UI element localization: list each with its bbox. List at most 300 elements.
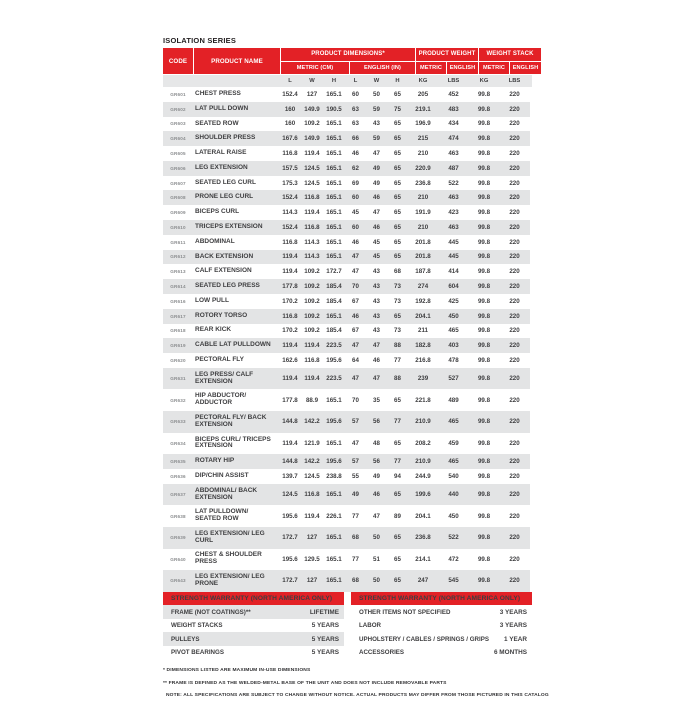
value-cell: 46 [366,190,387,205]
value-cell: 165.1 [323,131,345,146]
value-cell: 119.4 [279,433,301,455]
value-cell: 65 [387,205,408,220]
product-name-cell: LAT PULLDOWN/ SEATED ROW [193,505,279,527]
table-row [163,235,532,250]
table-row [163,205,532,220]
code-cell: GR609 [163,205,193,220]
code-cell: GR637 [163,484,193,506]
warranty-section [163,592,532,660]
warranty-value: 5 YEARS [311,649,339,656]
value-cell: 220 [499,279,530,294]
code-cell: GR638 [163,505,193,527]
value-cell: 187.8 [408,264,438,279]
value-cell: 43 [366,324,387,339]
value-cell: 165.1 [323,117,345,132]
value-cell: 65 [387,146,408,161]
value-cell: 65 [387,235,408,250]
value-cell: 47 [366,368,387,390]
value-cell: 167.6 [279,131,301,146]
value-cell: 445 [438,235,469,250]
product-name-cell: BICEPS CURL/ TRICEPS EXTENSION [193,433,279,455]
value-cell: 47 [345,250,366,265]
table-row [163,161,532,176]
value-cell: 201.8 [408,250,438,265]
value-cell: 47 [366,505,387,527]
value-cell: 114.3 [301,235,323,250]
value-cell: 165.1 [323,549,345,571]
value-cell: 119.4 [279,250,301,265]
product-name-cell: CHEST PRESS [193,87,279,102]
value-cell: 160 [279,117,301,132]
value-cell: 121.9 [301,433,323,455]
code-cell: GR610 [163,220,193,235]
product-name-cell: SEATED ROW [193,117,279,132]
value-cell: 99.8 [469,131,499,146]
value-cell: 220 [499,117,530,132]
value-cell: 99.8 [469,102,499,117]
footnote: NOTE: ALL SPECIFICATIONS ARE SUBJECT TO CHANGE WITHOUT NOTICE. ACTUAL PRODUCTS MAY DIFFER FROM THOSE PICTURED IN THIS CATALOG [166,693,549,699]
footnotes [163,668,549,699]
table-row [163,505,532,527]
product-name-cell: ROTORY TORSO [193,309,279,324]
value-cell: 94 [387,469,408,484]
code-cell: GR631 [163,368,193,390]
value-cell: 220 [499,102,530,117]
product-name-cell: LAT PULL DOWN [193,102,279,117]
code-cell: GR607 [163,176,193,191]
value-cell: 119.4 [301,368,323,390]
value-cell: 47 [345,433,366,455]
code-cell: GR617 [163,309,193,324]
value-cell: 165.1 [323,190,345,205]
value-cell: 204.1 [408,309,438,324]
value-cell: 483 [438,102,469,117]
value-cell: 99.8 [469,433,499,455]
warranty-value: 6 MONTHS [493,649,527,656]
product-name-cell: LEG EXTENSION [193,161,279,176]
value-cell: 99.8 [469,549,499,571]
units-spacer [163,75,193,87]
value-cell: 403 [438,338,469,353]
warranty-label: FRAME (NOT COATINGS)** [171,608,251,616]
warranty-row [163,619,344,633]
value-cell: 463 [438,190,469,205]
code-cell: GR611 [163,235,193,250]
value-cell: 478 [438,353,469,368]
table-row [163,368,532,390]
value-cell: 75 [387,102,408,117]
value-cell: 220 [499,190,530,205]
value-cell: 474 [438,131,469,146]
value-cell: 99.8 [469,146,499,161]
header-weight-english: ENGLISH [447,62,478,75]
value-cell: 114.3 [279,205,301,220]
value-cell: 177.8 [279,279,301,294]
value-cell: 139.7 [279,469,301,484]
value-cell: 77 [387,353,408,368]
table-row [163,146,532,161]
warranty-value: LIFETIME [309,608,339,616]
table-row [163,220,532,235]
value-cell: 49 [366,161,387,176]
table-row [163,454,532,469]
value-cell: 88 [387,338,408,353]
value-cell: 210.9 [408,454,438,469]
value-cell: 109.2 [301,324,323,339]
value-cell: 144.8 [279,411,301,433]
value-cell: 119.4 [301,146,323,161]
product-name-cell: ABDOMINAL/ BACK EXTENSION [193,484,279,506]
product-name-cell: LEG EXTENSION/ LEG CURL [193,527,279,549]
value-cell: 214.1 [408,549,438,571]
value-cell: 191.9 [408,205,438,220]
code-cell: GR605 [163,146,193,161]
value-cell: 274 [408,279,438,294]
value-cell: 68 [387,264,408,279]
value-cell: 49 [345,484,366,506]
value-cell: 208.2 [408,433,438,455]
value-cell: 195.6 [279,549,301,571]
warranty-label: PULLEYS [171,635,200,643]
value-cell: 215 [408,131,438,146]
value-cell: 119.4 [279,264,301,279]
code-cell: GR601 [163,87,193,102]
value-cell: 452 [438,87,469,102]
value-cell: 210 [408,190,438,205]
warranty-row [163,605,344,619]
value-cell: 165.1 [323,250,345,265]
value-cell: 99.8 [469,324,499,339]
value-cell: 192.8 [408,294,438,309]
warranty-label: WEIGHT STACKS [171,622,223,629]
header-weight-metric: METRIC [416,62,446,75]
value-cell: 220 [499,570,530,592]
warranty-row [351,646,532,660]
warranty-label: LABOR [359,622,381,629]
value-cell: 220 [499,205,530,220]
value-cell: 124.5 [279,484,301,506]
value-cell: 65 [387,527,408,549]
table-row [163,131,532,146]
value-cell: 210 [408,220,438,235]
value-cell: 152.4 [279,220,301,235]
value-cell: 238.8 [323,469,345,484]
units-row [163,75,532,87]
value-cell: 450 [438,505,469,527]
value-cell: 77 [387,411,408,433]
value-cell: 220 [499,161,530,176]
value-cell: 65 [387,131,408,146]
value-cell: 127 [301,87,323,102]
value-cell: 99.8 [469,570,499,592]
header-weight-stack: WEIGHT STACK [479,48,541,61]
value-cell: 414 [438,264,469,279]
value-cell: 220 [499,146,530,161]
table-row [163,264,532,279]
value-cell: 60 [345,87,366,102]
value-cell: 109.2 [301,117,323,132]
value-cell: 165.1 [323,205,345,220]
spec-table [163,48,539,592]
value-cell: 88.9 [301,389,323,411]
warranty-right [351,592,532,660]
value-cell: 73 [387,324,408,339]
value-cell: 463 [438,220,469,235]
value-cell: 88 [387,368,408,390]
value-cell: 47 [366,146,387,161]
value-cell: 220 [499,411,530,433]
value-cell: 465 [438,324,469,339]
value-cell: 73 [387,279,408,294]
value-cell: 450 [438,309,469,324]
value-cell: 244.9 [408,469,438,484]
value-cell: 47 [345,368,366,390]
footnote: ** FRAME IS DEFINED AS THE WELDED-METAL BASE OF THE UNIT AND DOES NOT INCLUDE REMOVABLE PARTS [163,680,447,686]
warranty-header-bar: STRENGTH WARRANTY (NORTH AMERICA ONLY) [351,592,532,606]
table-row [163,389,532,411]
value-cell: 99.8 [469,294,499,309]
value-cell: 65 [387,87,408,102]
product-name-cell: LEG EXTENSION/ LEG PRONE [193,570,279,592]
value-cell: 205 [408,87,438,102]
value-cell: 65 [387,389,408,411]
value-cell: 45 [366,250,387,265]
value-cell: 124.5 [301,469,323,484]
value-cell: 220 [499,368,530,390]
value-cell: 247 [408,570,438,592]
value-cell: 65 [387,176,408,191]
value-cell: 63 [345,102,366,117]
header-stack-metric: METRIC [479,62,509,75]
value-cell: 165.1 [323,389,345,411]
value-cell: 220 [499,235,530,250]
value-cell: 220 [499,527,530,549]
catalog-spec-sheet [163,36,549,706]
code-cell: GR612 [163,250,193,265]
warranty-label: OTHER ITEMS NOT SPECIFIED [359,608,451,616]
value-cell: 195.6 [323,353,345,368]
table-row [163,411,532,433]
value-cell: 149.9 [301,102,323,117]
value-cell: 65 [387,549,408,571]
value-cell: 109.2 [301,309,323,324]
value-cell: 172.7 [323,264,345,279]
value-cell: 220 [499,250,530,265]
value-cell: 65 [387,117,408,132]
warranty-row [163,646,344,660]
value-cell: 99.8 [469,235,499,250]
value-cell: 119.4 [279,368,301,390]
unit-label: LBS [508,78,521,84]
value-cell: 236.8 [408,176,438,191]
product-name-cell: PECTORAL FLY [193,353,279,368]
value-cell: 45 [345,205,366,220]
value-cell: 527 [438,368,469,390]
value-cell: 425 [438,294,469,309]
warranty-value: 3 YEARS [499,608,527,616]
table-row [163,469,532,484]
value-cell: 119.4 [301,338,323,353]
table-row [163,294,532,309]
table-row [163,527,532,549]
value-cell: 220.9 [408,161,438,176]
value-cell: 43 [366,294,387,309]
header-product-name: PRODUCT NAME [194,48,280,74]
value-cell: 119.4 [279,338,301,353]
value-cell: 162.6 [279,353,301,368]
value-cell: 51 [366,549,387,571]
value-cell: 119.4 [301,205,323,220]
unit-label: H [331,78,337,84]
value-cell: 220 [499,294,530,309]
value-cell: 64 [345,353,366,368]
value-cell: 172.7 [279,570,301,592]
unit-label: L [288,78,292,84]
header-code: CODE [163,48,193,74]
product-name-cell: BICEPS CURL [193,205,279,220]
value-cell: 165.1 [323,87,345,102]
value-cell: 77 [345,549,366,571]
header-product-weight: PRODUCT WEIGHT [416,48,478,61]
value-cell: 60 [345,190,366,205]
unit-label: W [309,78,315,84]
warranty-row [163,632,344,646]
value-cell: 65 [387,433,408,455]
value-cell: 220 [499,549,530,571]
warranty-header-bar: STRENGTH WARRANTY (NORTH AMERICA ONLY) [163,592,344,606]
value-cell: 165.1 [323,146,345,161]
code-cell: GR634 [163,433,193,455]
code-cell: GR603 [163,117,193,132]
value-cell: 175.3 [279,176,301,191]
value-cell: 116.8 [279,146,301,161]
value-cell: 165.1 [323,484,345,506]
product-name-cell: REAR KICK [193,324,279,339]
value-cell: 89 [387,505,408,527]
header-stack-english: ENGLISH [510,62,541,75]
value-cell: 99.8 [469,411,499,433]
value-cell: 99.8 [469,309,499,324]
value-cell: 165.1 [323,235,345,250]
value-cell: 56 [366,454,387,469]
value-cell: 465 [438,454,469,469]
value-cell: 119.4 [301,505,323,527]
value-cell: 99.8 [469,161,499,176]
code-cell: GR616 [163,294,193,309]
value-cell: 46 [345,235,366,250]
table-row [163,190,532,205]
code-cell: GR640 [163,549,193,571]
product-name-cell: BACK EXTENSION [193,250,279,265]
value-cell: 157.5 [279,161,301,176]
value-cell: 49 [366,469,387,484]
table-row [163,338,532,353]
value-cell: 152.4 [279,87,301,102]
value-cell: 99.8 [469,87,499,102]
value-cell: 204.1 [408,505,438,527]
code-cell: GR639 [163,527,193,549]
product-name-cell: TRICEPS EXTENSION [193,220,279,235]
product-name-cell: SEATED LEG CURL [193,176,279,191]
value-cell: 172.7 [279,527,301,549]
value-cell: 463 [438,146,469,161]
value-cell: 170.2 [279,324,301,339]
value-cell: 223.5 [323,338,345,353]
value-cell: 99.8 [469,176,499,191]
value-cell: 77 [387,454,408,469]
value-cell: 220 [499,505,530,527]
value-cell: 165.1 [323,309,345,324]
page-title: ISOLATION SERIES [163,36,237,45]
unit-label: L [353,78,358,84]
warranty-value: 1 YEAR [504,635,527,643]
value-cell: 220 [499,309,530,324]
value-cell: 434 [438,117,469,132]
value-cell: 116.8 [279,235,301,250]
value-cell: 423 [438,205,469,220]
value-cell: 185.4 [323,279,345,294]
value-cell: 226.1 [323,505,345,527]
value-cell: 46 [366,353,387,368]
value-cell: 99.8 [469,389,499,411]
value-cell: 99.8 [469,368,499,390]
code-cell: GR613 [163,264,193,279]
value-cell: 114.3 [301,250,323,265]
unit-label: KG [418,78,428,84]
code-cell: GR602 [163,102,193,117]
table-row [163,250,532,265]
value-cell: 65 [387,161,408,176]
product-name-cell: LATERAL RAISE [193,146,279,161]
unit-label: H [395,78,400,84]
warranty-row [351,632,532,646]
table-row [163,102,532,117]
code-cell: GR608 [163,190,193,205]
code-cell: GR619 [163,338,193,353]
code-cell: GR620 [163,353,193,368]
value-cell: 195.6 [323,411,345,433]
value-cell: 59 [366,131,387,146]
code-cell: GR614 [163,279,193,294]
value-cell: 522 [438,176,469,191]
product-name-cell: DIP/CHIN ASSIST [193,469,279,484]
value-cell: 211 [408,324,438,339]
code-cell: GR632 [163,389,193,411]
warranty-value: 5 YEARS [311,635,339,643]
units-spacer [193,75,279,87]
value-cell: 67 [345,294,366,309]
value-cell: 210.9 [408,411,438,433]
value-cell: 177.8 [279,389,301,411]
value-cell: 65 [387,570,408,592]
unit-label: LBS [447,78,460,84]
value-cell: 43 [366,117,387,132]
value-cell: 46 [366,220,387,235]
value-cell: 220 [499,87,530,102]
value-cell: 99.8 [469,353,499,368]
value-cell: 68 [345,527,366,549]
warranty-row [351,605,532,619]
value-cell: 440 [438,484,469,506]
value-cell: 59 [366,102,387,117]
value-cell: 65 [387,220,408,235]
value-cell: 239 [408,368,438,390]
table-row [163,353,532,368]
product-name-cell: PRONE LEG CURL [193,190,279,205]
value-cell: 99.8 [469,469,499,484]
value-cell: 46 [366,484,387,506]
value-cell: 220 [499,454,530,469]
